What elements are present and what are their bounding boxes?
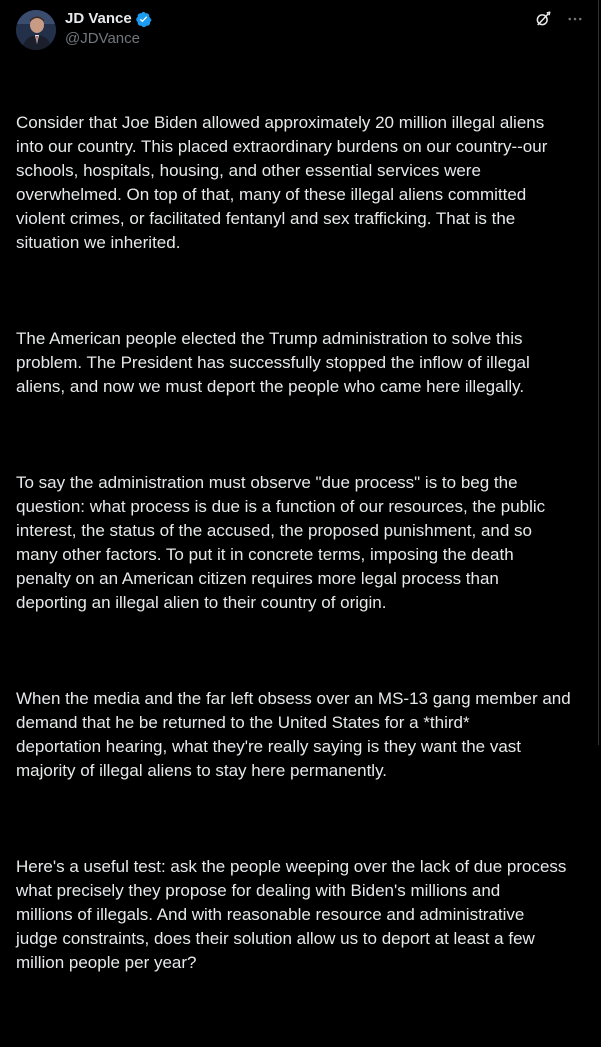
verified-badge-icon[interactable]	[135, 11, 152, 28]
avatar[interactable]	[16, 10, 56, 50]
post-paragraph: When the media and the far left obsess over an MS-13 gang member and demand that he be returned to the United States for a *third* deportation hearing, what they're really saying is they want the vast majority of illegal aliens to stay here permanently.	[16, 689, 571, 780]
more-options-icon[interactable]	[566, 10, 584, 28]
post-paragraph: The American people elected the Trump administration to solve this problem. The President has successfully stopped the inflow of illegal aliens, and now we must deport the people who came here illegally.	[16, 329, 530, 396]
author-names	[65, 9, 152, 49]
grok-icon[interactable]	[534, 10, 552, 28]
post-paragraph: To say the administration must observe "due process" is to beg the question: what process is due is a function of our resources, the public interest, the status of the accused, the proposed punishment, and so many other factors. To put it in concrete terms, imposing the death penalty on an American citizen requires more legal process than deporting an illegal alien to their country of origin.	[16, 473, 546, 612]
post-paragraph: Here's a useful test: ask the people weeping over the lack of due process what precisely they propose for dealing with Biden's millions and millions of illegals. And with reasonable resource and administrative judge constraints, does their solution allow us to deport at least a few million people per year?	[16, 857, 567, 972]
avatar-image	[16, 10, 56, 50]
post-text	[16, 63, 588, 1047]
name-row	[65, 9, 152, 29]
post-header	[16, 9, 584, 49]
post-paragraph: Consider that Joe Biden allowed approximately 20 million illegal aliens into our country. This placed extraordinary burdens on our country--our schools, hospitals, housing, and other essential services were overwhelmed. On top of that, many of these illegal aliens committed violent crimes, or facilitated fentanyl and sex trafficking. That is the situation we inherited.	[16, 113, 548, 252]
header-actions	[534, 9, 584, 29]
author-handle[interactable]: @JDVance	[65, 30, 140, 47]
display-name[interactable]: JD Vance	[65, 10, 132, 27]
